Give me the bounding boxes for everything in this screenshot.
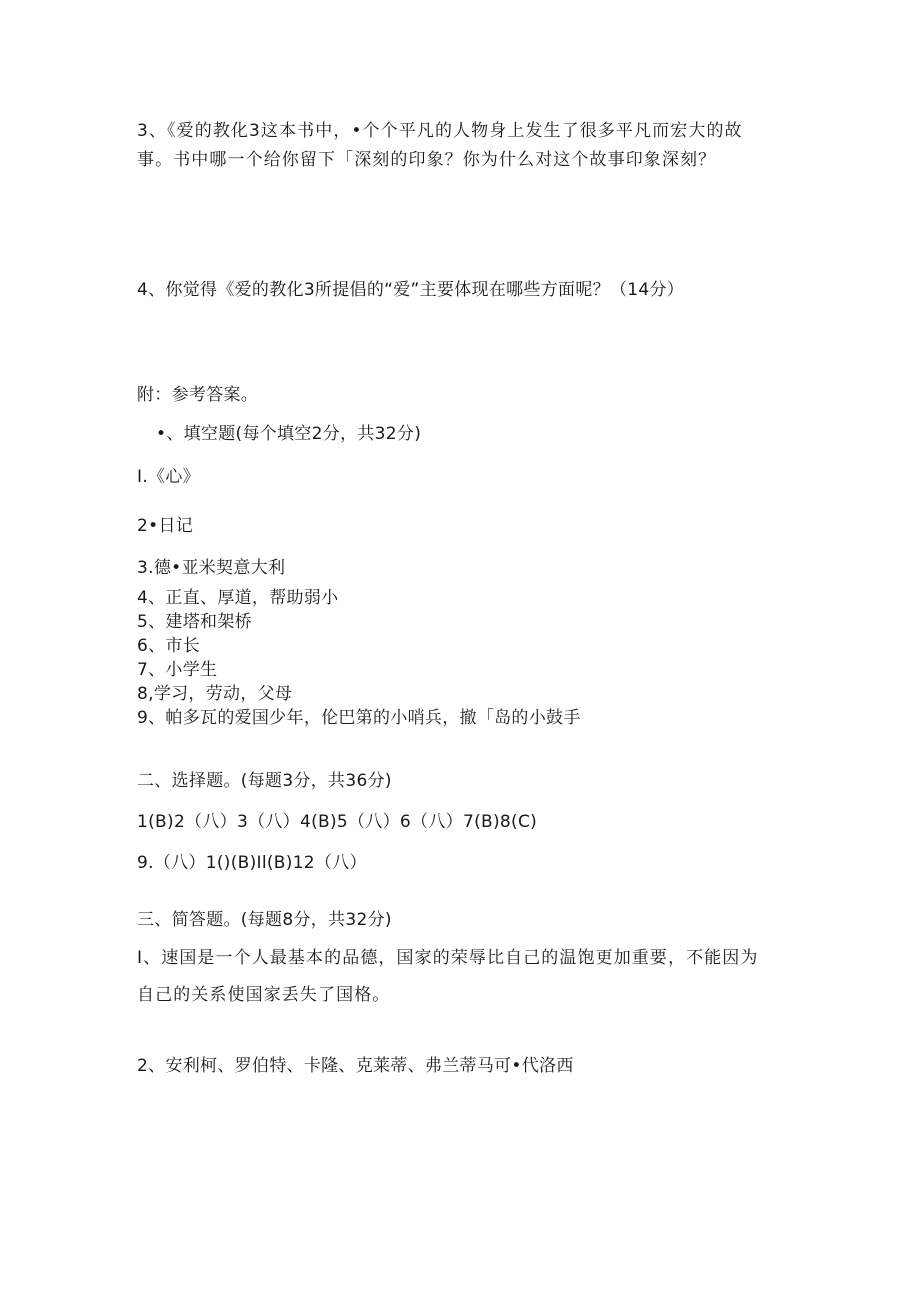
fill-answer-3: 3.德•亚米契意大利 [137, 558, 286, 578]
question-4: 4、你觉得《爱的教化3所提倡的“爱”主要体现在哪些方面呢？（14分） [137, 280, 685, 300]
fill-answer-9: 9、帕多瓦的爱国少年，伦巴第的小哨兵，撤「岛的小鼓手 [137, 708, 581, 728]
choice-answers-row-2: 9.（八）1()(B)Il(B)12（八） [137, 853, 367, 873]
fill-answer-6: 6、市长 [137, 636, 201, 656]
fill-answer-7: 7、小学生 [137, 660, 218, 680]
fill-answer-8: 8,学习，劳动，父母 [137, 684, 293, 704]
section-3-title: 三、简答题。(每题8分，共32分) [137, 910, 392, 930]
section-1-title: •、填空题(每个填空2分，共32分) [156, 424, 422, 444]
fill-answer-5: 5、建塔和架桥 [137, 612, 252, 632]
question-3-line-2: 事。书中哪一个给你留下「深刻的印象？你为什么对这个故事印象深刻？ [137, 150, 717, 170]
short-answer-1-line-1: I、速国是一个人最基本的品德，国家的荣辱比自己的温饱更加重要，不能因为 [137, 948, 759, 968]
question-3-line-1: 3、《爱的教化3这本书中，•个个平凡的人物身上发生了很多平凡而宏大的故 [137, 121, 743, 141]
fill-answer-2: 2•日记 [137, 516, 194, 536]
fill-answer-4: 4、正直、厚道，帮助弱小 [137, 588, 339, 608]
fill-answer-1: I.《心》 [137, 467, 200, 487]
section-2-title: 二、选择题。(每题3分，共36分) [137, 771, 392, 791]
choice-answers-row-1: 1(B)2（八）3（八）4(B)5（八）6（八）7(B)8(C) [137, 812, 538, 832]
short-answer-1-line-2: 自己的关系使国家丢失了国格。 [137, 985, 391, 1005]
answers-heading: 附：参考答案。 [137, 385, 259, 405]
short-answer-2: 2、安利柯、罗伯特、卡隆、克莱蒂、弗兰蒂马可•代洛西 [137, 1056, 574, 1076]
